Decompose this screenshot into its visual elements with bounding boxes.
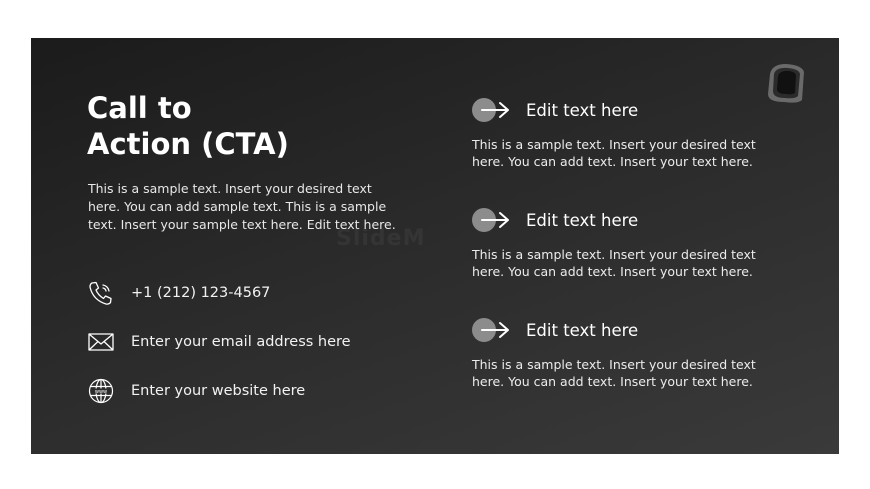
- cta-item-3: [472, 316, 772, 390]
- watermark: SlideM: [336, 226, 426, 251]
- cta-item-title: Edit text here: [526, 100, 639, 120]
- svg-text:www: www: [94, 389, 108, 395]
- cta-item-body: This is a sample text. Insert your desired text here. You can add text. Insert your text here.: [472, 137, 756, 169]
- phone-icon: [87, 279, 115, 307]
- cta-item-body: This is a sample text. Insert your desired text here. You can add text. Insert your text here.: [472, 247, 756, 279]
- globe-icon: [87, 377, 115, 405]
- cta-item-title: Edit text here: [526, 320, 639, 340]
- title-line-2: Action (CTA): [87, 127, 289, 161]
- contact-email-text: Enter your email address here: [131, 334, 351, 350]
- cta-item-body: This is a sample text. Insert your desired text here. You can add text. Insert your text here.: [472, 357, 756, 389]
- envelope-icon: [87, 328, 115, 356]
- page-title: [87, 90, 407, 162]
- arrow-right-icon: [472, 97, 512, 123]
- arrow-right-icon: [472, 317, 512, 343]
- contact-website-text: Enter your website here: [131, 383, 306, 399]
- cta-item-title: Edit text here: [526, 210, 639, 230]
- contact-phone: [87, 279, 270, 307]
- slide: [31, 38, 839, 454]
- title-line-1: Call to: [87, 91, 192, 125]
- arrow-right-icon: [472, 207, 512, 233]
- contact-email: [87, 328, 351, 356]
- cta-item-2: [472, 206, 772, 280]
- intro-text: This is a sample text. Insert your desired text here. You can add sample text. This is a sample text. Insert your sample text here. Edit text here.: [88, 181, 396, 232]
- cta-item-1: [472, 96, 772, 170]
- contact-phone-text: +1 (212) 123-4567: [131, 285, 271, 301]
- contact-website: [87, 377, 305, 405]
